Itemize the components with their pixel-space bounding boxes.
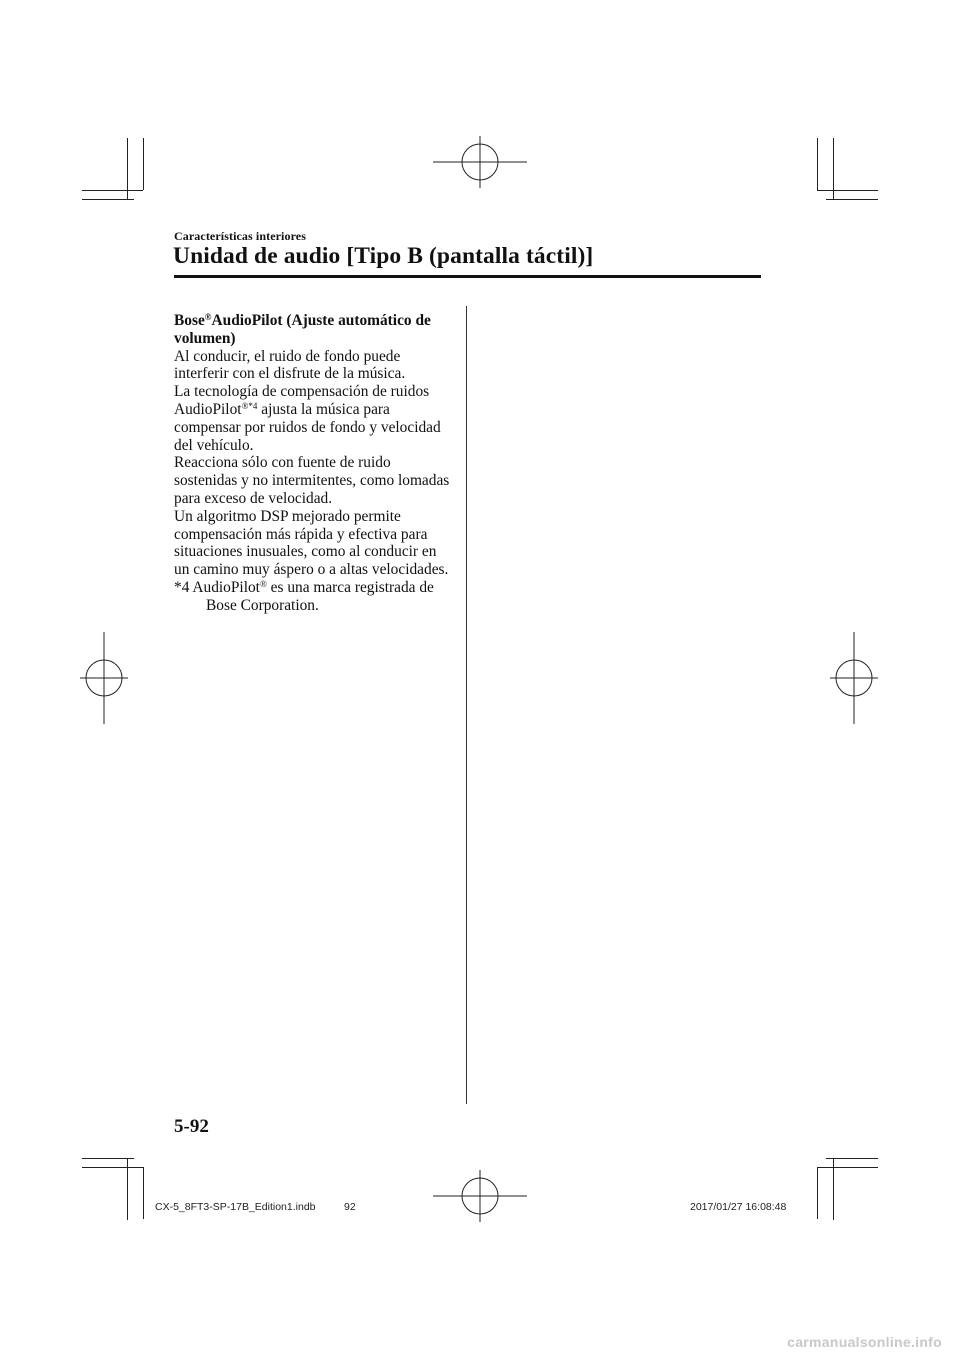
crop-mark [817, 190, 878, 191]
registered-mark: ®*4 [241, 400, 258, 411]
registration-mark-left [80, 632, 128, 724]
section-label: Características interiores [174, 229, 306, 243]
crop-mark [82, 199, 134, 200]
page-number: 5-92 [174, 1116, 209, 1137]
crop-mark [127, 138, 128, 199]
crop-mark [833, 1158, 834, 1220]
crop-mark [82, 190, 143, 191]
crop-mark [817, 1167, 878, 1168]
registered-mark: ® [259, 578, 267, 589]
registration-mark-bottom [433, 1170, 527, 1222]
crop-mark [817, 138, 818, 190]
crop-mark [143, 1167, 144, 1219]
crop-mark [833, 138, 834, 199]
watermark: carmanualsonline.info [787, 1334, 942, 1350]
paragraph: La tecnología de compensación de ruidos AudioPilot$^{®*4}$ ajusta la música para compensar por ruidos de fondo y velocidad del vehículo. [174, 383, 441, 454]
paragraph: Un algoritmo DSP mejorado permite compensación más rápida y efectiva para situaciones inusuales, como al conducir en un camino muy áspero o a altas velocidades. [174, 507, 449, 579]
crop-mark [826, 199, 878, 200]
page-title: Unidad de audio [Tipo B (pantalla táctil)] [173, 243, 594, 269]
title-rule [174, 275, 761, 278]
crop-mark [817, 1167, 818, 1219]
print-file-page: 92 [344, 1201, 356, 1213]
section-heading: Bose®AudioPilot (Ajuste automático de volumen) [174, 312, 431, 347]
registered-mark: ® [204, 312, 212, 322]
footnote: *4 AudioPilot® es una marca registrada de Bose Corporation. [174, 578, 434, 614]
registration-mark-top [433, 136, 527, 188]
text-column [174, 312, 454, 615]
print-timestamp: 2017/01/27 16:08:48 [690, 1201, 787, 1213]
crop-mark [143, 138, 144, 190]
paragraph: Reacciona sólo con fuente de ruido sostenidas y no intermitentes, como lomadas para exceso de velocidad. [174, 454, 450, 507]
column-divider [466, 306, 467, 1104]
paragraph: Al conducir, el ruido de fondo puede interferir con el disfrute de la música. [174, 347, 406, 383]
crop-mark [82, 1167, 143, 1168]
print-file-name: CX-5_8FT3-SP-17B_Edition1.indb [155, 1201, 316, 1213]
registration-mark-right [830, 632, 878, 724]
crop-mark [127, 1158, 128, 1220]
